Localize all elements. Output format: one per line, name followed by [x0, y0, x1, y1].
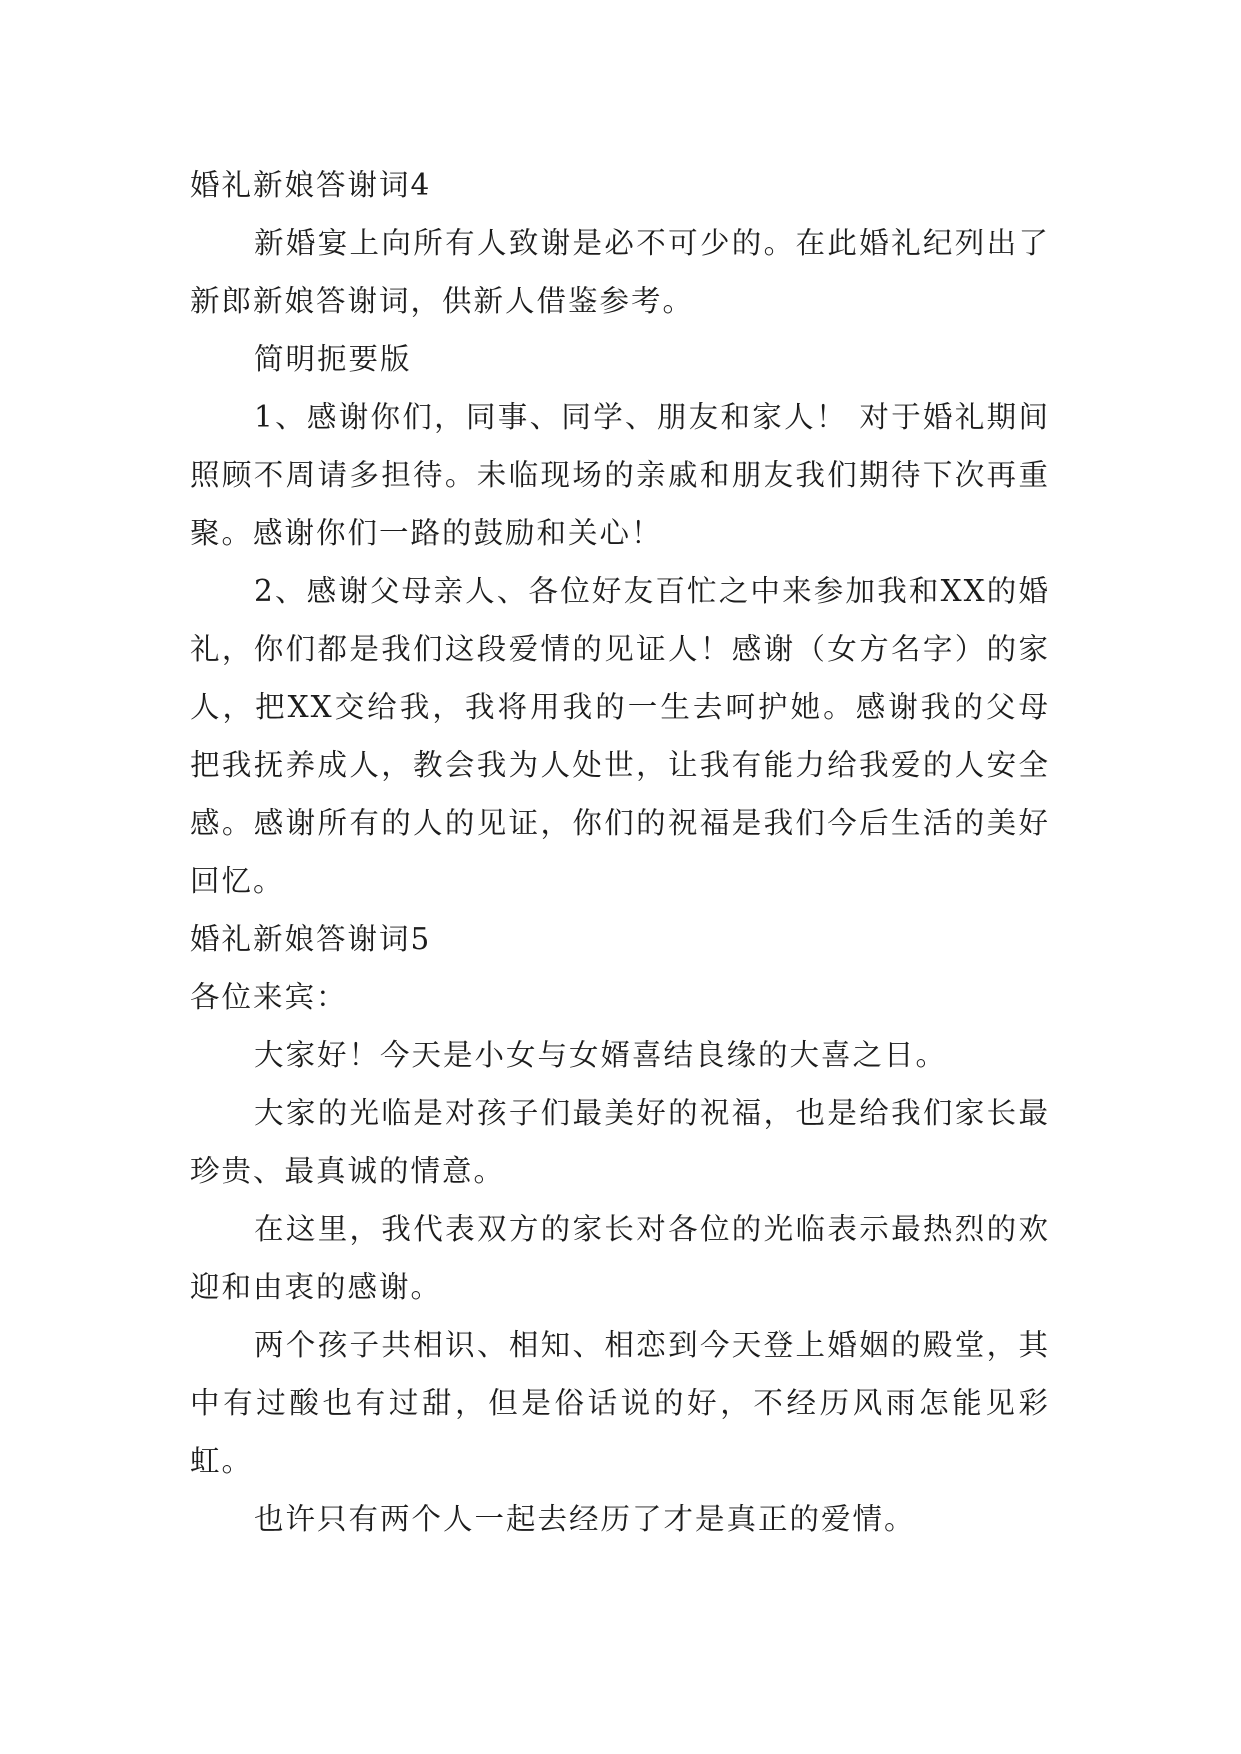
document-body	[190, 156, 1050, 1548]
speech-paragraph-5: 也许只有两个人一起去经历了才是真正的爱情。	[254, 1502, 916, 1536]
version-label: 简明扼要版	[254, 342, 412, 376]
section-heading-4: 婚礼新娘答谢词4	[190, 168, 432, 202]
section-heading-5: 婚礼新娘答谢词5	[190, 922, 432, 956]
speech-paragraph-3: 在这里，我代表双方的家长对各位的光临表示最热烈的欢迎和由衷的感谢。	[190, 1212, 1050, 1304]
intro-paragraph: 新婚宴上向所有人致谢是必不可少的。在此婚礼纪列出了新郎新娘答谢词，供新人借鉴参考。	[190, 226, 1050, 318]
speech-paragraph-2: 大家的光临是对孩子们最美好的祝福，也是给我们家长最珍贵、最真诚的情意。	[190, 1096, 1050, 1188]
thanks-item-2: 2、感谢父母亲人、各位好友百忙之中来参加我和XX的婚礼，你们都是我们这段爱情的见证人！感谢（女方名字）的家人，把XX交给我，我将用我的一生去呵护她。感谢我的父母把我抚养成人，教会我为人处世，让我有能力给我爱的人安全感。感谢所有的人的见证，你们的祝福是我们今后生活的美好回忆。	[190, 574, 1050, 898]
thanks-item-1: 1、感谢你们，同事、同学、朋友和家人！ 对于婚礼期间照顾不周请多担待。未临现场的亲戚和朋友我们期待下次再重聚。感谢你们一路的鼓励和关心！	[190, 400, 1050, 550]
speech-paragraph-1: 大家好！今天是小女与女婿喜结良缘的大喜之日。	[254, 1038, 948, 1072]
speech-paragraph-4: 两个孩子共相识、相知、相恋到今天登上婚姻的殿堂，其中有过酸也有过甜，但是俗话说的好，不经历风雨怎能见彩虹。	[190, 1328, 1050, 1478]
salutation: 各位来宾：	[190, 980, 348, 1014]
